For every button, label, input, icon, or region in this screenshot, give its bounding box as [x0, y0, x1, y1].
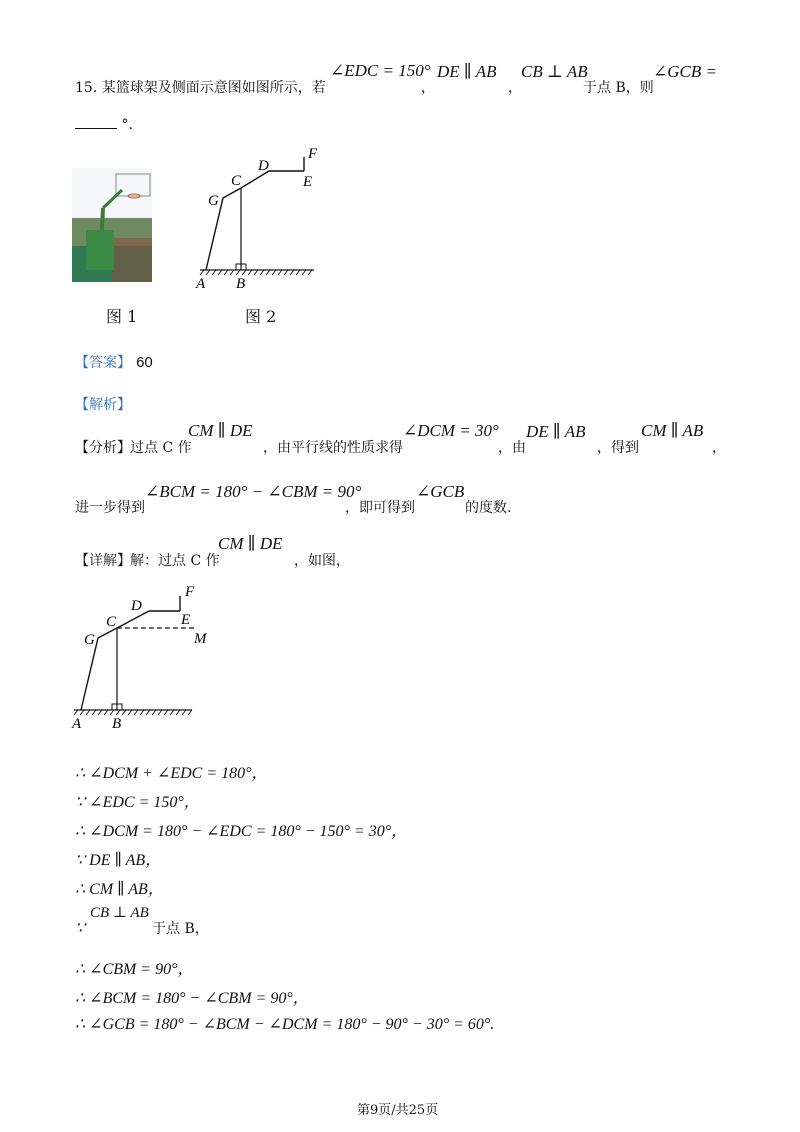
fig3-label-g: G	[84, 632, 95, 648]
step-perp-text: 于点 B，	[152, 921, 209, 937]
answer-tag: 【答案】	[75, 355, 131, 371]
fenxi-text-6: 进一步得到	[75, 500, 145, 516]
fenxi-text-2: ，由平行线的性质求得	[263, 440, 403, 456]
condition-de-parallel-ab: DE ∥ AB	[437, 62, 497, 81]
fenxi-text-5: ，	[712, 440, 726, 456]
fenxi-math-3: DE ∥ AB	[526, 422, 586, 441]
detail-tag: 【详解】	[75, 553, 131, 569]
detail-math-1: CM ∥ DE	[218, 534, 283, 553]
fenxi-text-8: 的度数.	[465, 500, 512, 516]
step-3: ∴ ∠DCM = 180° − ∠EDC = 180° − 150° = 30°，	[75, 823, 408, 840]
step-8: ∴ ∠GCB = 180° − ∠BCM − ∠DCM = 180° − 90° − 30° = 60°.	[75, 1016, 495, 1033]
fenxi-math-4: CM ∥ AB	[641, 421, 704, 440]
answer-blank	[75, 114, 117, 129]
answer-line	[75, 352, 153, 372]
fenxi-math-1: CM ∥ DE	[188, 421, 253, 440]
condition-angle-edc: ∠EDC = 150°	[330, 61, 431, 80]
fig2-label-a: A	[196, 276, 206, 292]
fig3-label-c: C	[106, 614, 117, 630]
fig3-label-e: E	[181, 612, 191, 628]
fig3-label-b: B	[112, 716, 122, 730]
step-1: ∴ ∠DCM + ∠EDC = 180°，	[75, 765, 268, 782]
fig3-label-m: M	[194, 631, 207, 647]
fig3-label-f: F	[185, 584, 195, 600]
question-prefix: 15. 某篮球架及侧面示意图如图所示，若	[75, 80, 326, 96]
question-sep-2: ，	[508, 80, 522, 96]
step-4: ∵ DE ∥ AB，	[75, 852, 162, 869]
step-7: ∴ ∠BCM = 180° − ∠CBM = 90°，	[75, 990, 309, 1007]
fig2-label-f: F	[308, 146, 318, 162]
figure-2-diagram	[190, 142, 320, 292]
fig3-label-a: A	[72, 716, 82, 730]
fig2-label-e: E	[303, 174, 313, 190]
condition-cb-perp-ab: CB ⊥ AB	[521, 62, 588, 81]
analysis-tag: 【解析】	[75, 397, 131, 413]
page-footer: 第9页/共25页	[357, 1103, 439, 1118]
fenxi-math-6: ∠GCB	[416, 482, 465, 501]
fenxi-text-7: ，即可得到	[345, 500, 415, 516]
figure-2-caption: 图 2	[245, 307, 277, 326]
fig3-label-d: D	[131, 598, 142, 614]
fig2-label-d: D	[258, 158, 269, 174]
figure-1-caption: 图 1	[106, 307, 138, 326]
step-perp-math: CB ⊥ AB	[90, 905, 149, 921]
fenxi-text-1: 过点 C 作	[130, 440, 192, 456]
fig2-label-g: G	[208, 193, 219, 209]
fenxi-tag: 【分析】	[75, 440, 131, 456]
answer-blank-line	[75, 114, 133, 133]
step-2: ∵ ∠EDC = 150°，	[75, 794, 200, 811]
basketball-hoop-photo	[72, 168, 152, 282]
solution-diagram	[68, 578, 218, 730]
step-perp-symbol: ∵	[75, 920, 86, 937]
fenxi-text-3: ，由	[498, 440, 526, 456]
fig2-label-c: C	[231, 173, 242, 189]
fenxi-text-4: ，得到	[597, 440, 639, 456]
fig2-label-b: B	[236, 276, 246, 292]
step-6: ∴ ∠CBM = 90°，	[75, 961, 194, 978]
fenxi-math-2: ∠DCM = 30°	[403, 421, 499, 440]
question-suffix: 于点 B，则	[583, 80, 654, 96]
blank-suffix: °.	[121, 117, 133, 133]
detail-text-1: 解：过点 C 作	[130, 553, 220, 569]
question-sep-1: ，	[421, 80, 435, 96]
detail-text-2: ，如图，	[294, 553, 350, 569]
question-ask: ∠GCB =	[653, 62, 717, 81]
fenxi-math-5: ∠BCM = 180° − ∠CBM = 90°	[145, 482, 362, 501]
answer-value: 60	[136, 354, 153, 371]
step-5: ∴ CM ∥ AB，	[75, 881, 164, 898]
